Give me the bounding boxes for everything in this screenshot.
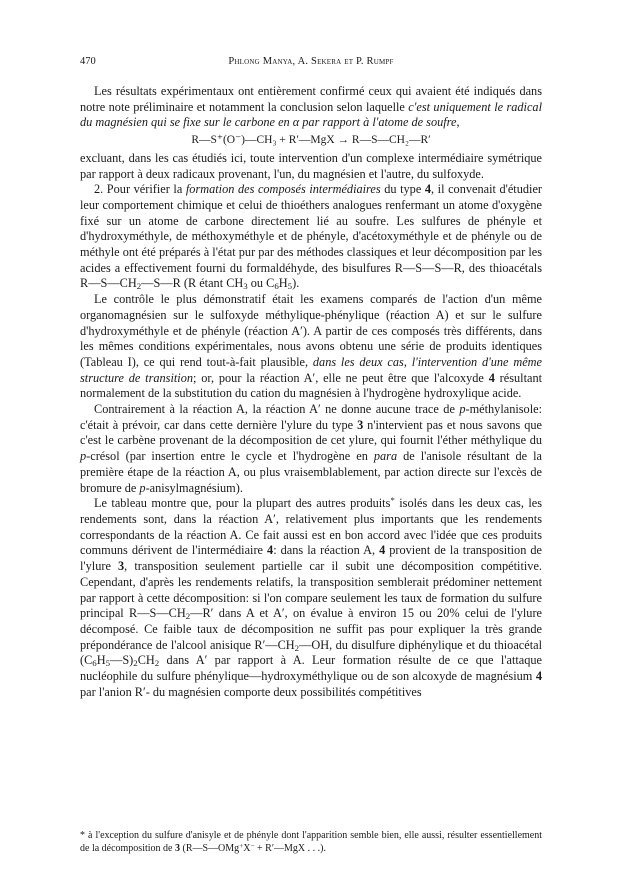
paragraph-4: Le contrôle le plus démonstratif était les examens comparés de l'action d'un même organomagnésien sur le sulfoxyde méthylique-phénylique (réaction A) et sur le sulfure d'hydroxyméthyle et de phényle (réaction A′). A partir de ces composés très différents, dans les mêmes conditions expérimentales, nous avons obtenu une série de produits identiques (Tableau I), ce qui rend tout-à-fait plausible, dans les deux cas, l'intervention d'une même structure de transition; or, pour la réaction A′, elle ne peut être que l'alcoxyde 4 résultant normalement de la substitution du cation du magnésien à l'hydrogène hydroxylique acide. <box>80 292 543 401</box>
running-head-authors: Phlong Manya, A. Sekera et P. Rumpf <box>228 56 394 67</box>
paragraph-1: Les résultats expérimentaux ont entièrement confirmé ceux qui avaient été indiqués dans notre note préliminaire et notamment la conclusion selon laquelle c'est uniquement le radical du magnésien qui se fixe sur le carbone en α par rapport à l'atome de soufre, <box>80 84 542 130</box>
paragraph-5: Contrairement à la réaction A, la réaction A′ ne donne aucune trace de p-méthylanisole: c'était à prévoir, car dans cette dernière l'ylure du type 3 n'intervient pas et nous savons que c'est le carbène provenant de la décomposition de cet ylure, qui fournit l'éther méthylique du p-crésol (par insertion entre le cycle et l'hydrogène en para de l'anisole résultant de la première étape de la réaction A, ou plus vraisemblablement, par action directe sur l'excès de bromure de p-anisylmagnésium). <box>80 402 543 495</box>
paragraph-6: Le tableau montre que, pour la plupart des autres produits* isolés dans les deux cas, les rendements sont, dans la réaction A′, relativement plus importants que les rendements correspondants de la réaction A. Ce fait aussi est en bon accord avec l'idée que ces produits communs dérivent de l'intermédiaire 4: dans la réaction A, 4 provient de la transposition de l'ylure 3, transposition seulement partielle car il subit une décomposition compétitive. Cependant, d'après les rendements relatifs, la transposition semblerait prédominer nettement par rapport à cette décomposition: si l'on compare seulement les taux de formation du sulfure principal $R—S—CH_2—R'$ dans A et A′, on évalue à environ 15 ou 20% celui de l'ylure décomposé. Ce faible taux de décomposition ne suffit pas pour expliquer la très grande prépondérance de l'alcool anisique $R'—CH_2—OH$, du disulfure diphénylique et du thioacétal $(C_6H_5—S)_2CH_2$ dans A′ par rapport à A. Leur formation résulte de ce que l'attaque nucléophile du sulfure phénylique—hydroxyméthylique ou de son alcoxyde de magnésium 4 par l'anion R′- du magnésien comporte deux possibilités compétitives <box>80 495 542 699</box>
running-header <box>80 56 542 70</box>
footnote-marker: * <box>390 495 395 506</box>
paragraph-3: 2. Pour vérifier la formation des composés intermédiaires du type 4, il convenait d'étudier leur comportement chimique et celui de thioéthers analogues renfermant un atome d'oxygène fixé sur un atome de carbone directement lié au soufre. Les sulfures de phényle et d'hydroxyméthyle, de méthoxyméthyle et de phényle, d'acétoxyméthyle et de phényle ou de méthyle ont été préparés à l'état pur par des méthodes classiques et leur décomposition par les acides a effectivement fourni du formaldéhyde, des bisulfures R—S—S—R, des thioacétals $R—S—CH_2—S—R$ (R étant $CH_3$ ou $C_6H_5$). <box>80 182 542 292</box>
paragraph-2: excluant, dans les cas étudiés ici, toute intervention d'un complexe intermédiaire symétrique par rapport à deux radicaux provenant, l'un, du magnésien et l'autre, du sulfoxyde. <box>80 150 542 181</box>
footnote: * à l'exception du sulfure d'anisyle et de phényle dont l'apparition semble bien, elle aussi, résulter essentiellement de la décomposition de 3 (R—S—OMg+X− + R′—MgX . . .). <box>80 830 543 855</box>
reaction-equation: R—S⁺(O⁻)—CH₃ + R′—MgX → R—S—CH₂—R′ <box>191 134 431 147</box>
page-number: 470 <box>80 56 96 67</box>
article-body <box>80 84 542 700</box>
